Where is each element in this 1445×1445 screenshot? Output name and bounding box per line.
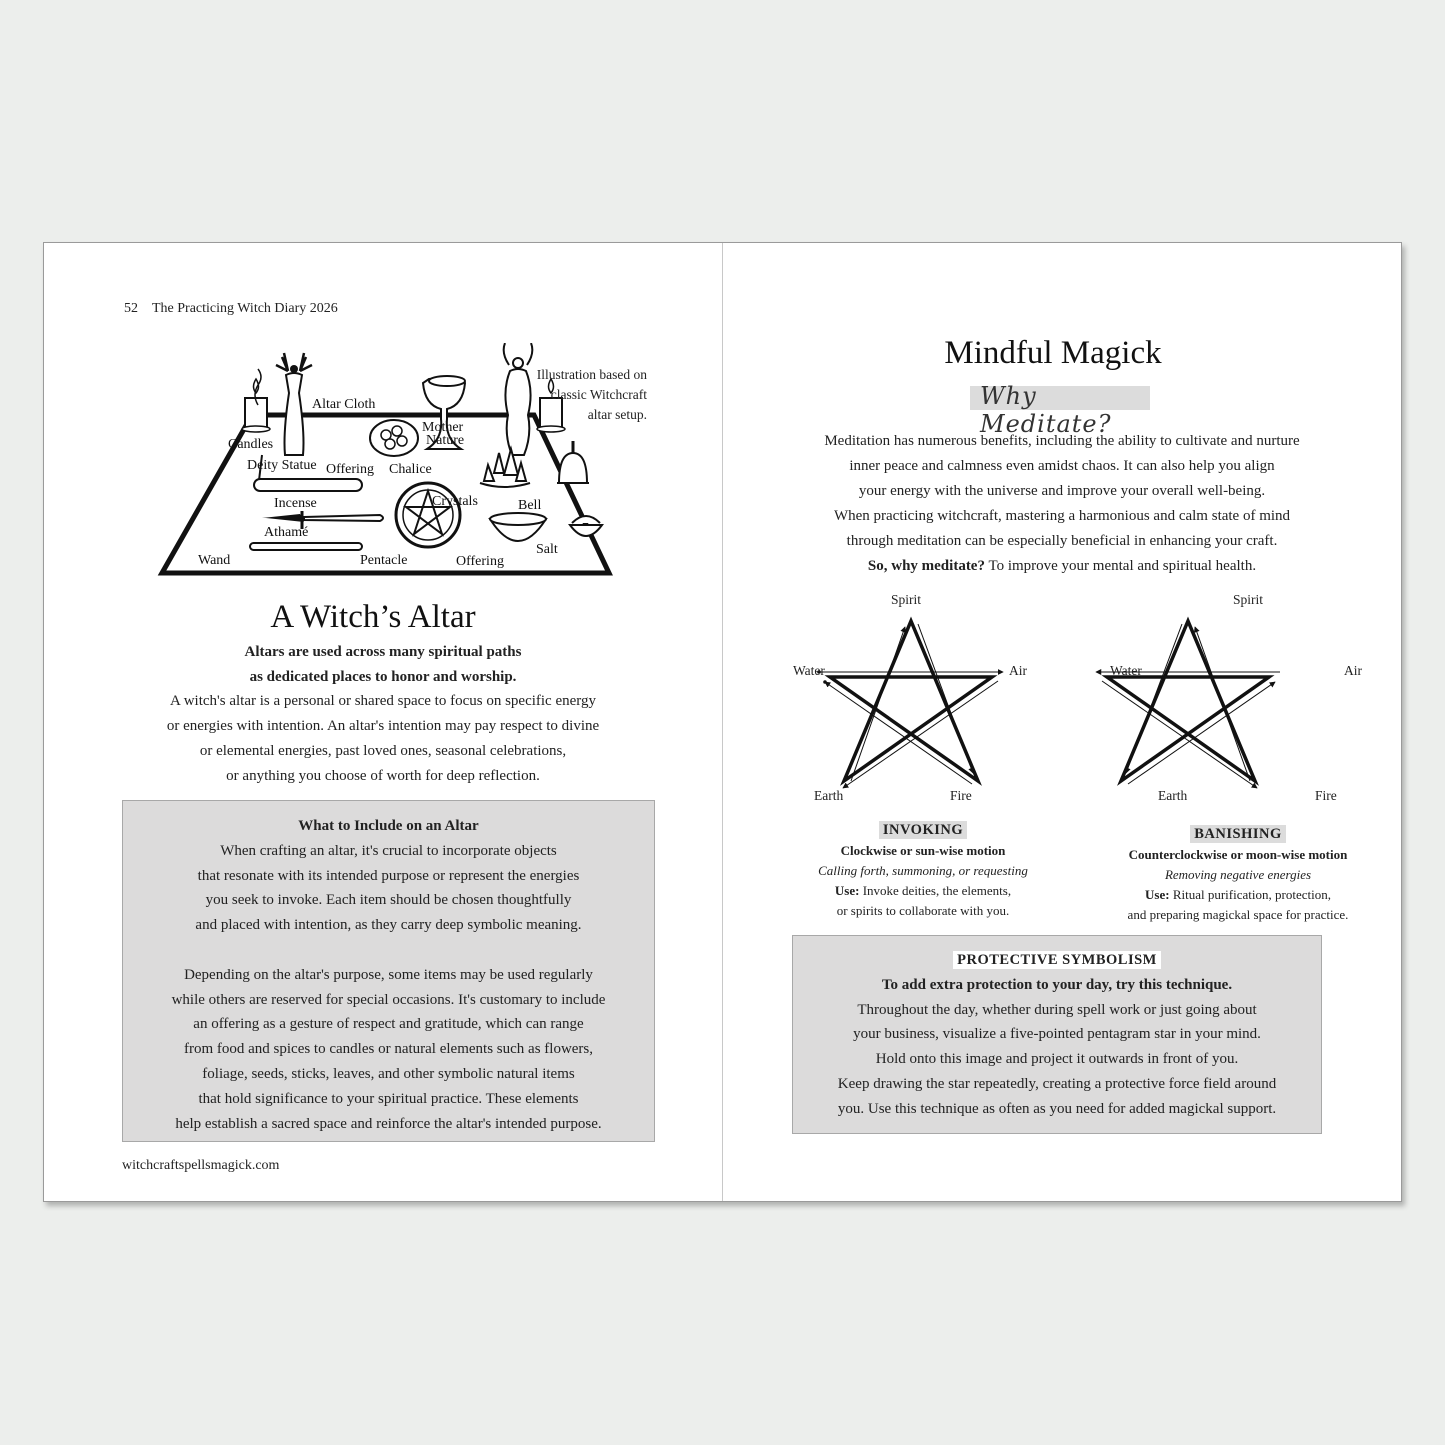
- note-line: Illustration based on: [536, 367, 647, 382]
- candle-left-icon: [242, 379, 270, 432]
- running-head: [124, 301, 338, 317]
- intro-line: or elemental energies, past loved ones, seasonal celebrations,: [199, 743, 567, 759]
- include-line: an offering as a gesture of respect and gratitude, which can range: [193, 1016, 584, 1033]
- deity-statue-icon: [276, 353, 312, 455]
- intro-bold-line: Altars are used across many spiritual paths: [244, 644, 522, 660]
- banishing-label-spirit: Spirit: [1233, 592, 1264, 607]
- protect-bold-line: To add extra protection to your day, try this technique.: [881, 976, 1233, 993]
- wand-icon: [250, 543, 362, 550]
- intro-bold-line: as dedicated places to honor and worship.: [249, 669, 517, 685]
- protect-line: Keep drawing the star repeatedly, creating a protective force field around: [837, 1075, 1277, 1092]
- protect-tag: PROTECTIVE SYMBOLISM: [953, 951, 1161, 969]
- note-line: altar setup.: [587, 407, 647, 422]
- mindful-title: Mindful Magick: [944, 335, 1162, 371]
- include-line: and placed with intention, as they carry deep symbolic meaning.: [195, 917, 582, 934]
- subtitle-highlight: [970, 382, 1150, 438]
- altar-intro-bold: [44, 640, 722, 690]
- invoking-label-fire: Fire: [950, 788, 972, 803]
- banishing-use-label: Use:: [1145, 887, 1170, 902]
- page-number: 52: [124, 301, 138, 316]
- label-offering-top: Offering: [326, 462, 374, 477]
- invoking-caption: [807, 820, 1039, 921]
- include-heading: What to Include on an Altar: [298, 818, 479, 834]
- bell-icon: [557, 441, 589, 483]
- protect-line: Hold onto this image and project it outwards in front of you.: [875, 1051, 1239, 1068]
- banishing-label-water: Water: [1110, 663, 1142, 678]
- banishing-use-text: Ritual purification, protection,: [1169, 887, 1331, 902]
- include-line: When crafting an altar, it's crucial to incorporate objects: [220, 842, 557, 859]
- label-altar-cloth: Altar Cloth: [312, 397, 376, 412]
- salt-icon: [570, 516, 602, 536]
- label-deity-statue: Deity Statue: [247, 458, 317, 473]
- offering-bowl-top-icon: [370, 420, 418, 456]
- meditation-line: Meditation has numerous benefits, including the ability to cultivate and nurture: [824, 433, 1300, 449]
- invoking-label-spirit: Spirit: [891, 592, 922, 607]
- protect-line: your business, visualize a five-pointed pentagram star in your mind.: [853, 1026, 1261, 1043]
- what-to-include-box: [122, 800, 655, 1142]
- invoking-tag: INVOKING: [879, 821, 967, 839]
- label-pentacle: Pentacle: [360, 553, 408, 568]
- running-title: The Practicing Witch Diary 2026: [152, 301, 338, 316]
- invoking-label-air: Air: [1009, 663, 1027, 678]
- label-salt: Salt: [536, 542, 558, 557]
- intro-line: or anything you choose of worth for deep reflection.: [226, 768, 540, 784]
- left-page: [44, 243, 722, 1201]
- label-wand: Wand: [198, 553, 231, 568]
- include-line: from food and spices to candles or natural elements such as flowers,: [183, 1041, 594, 1058]
- protective-symbolism-box: [792, 935, 1322, 1134]
- banishing-use-line: [1103, 885, 1373, 905]
- banishing-pentagram-diagram: [1062, 591, 1302, 806]
- banishing-caption: [1103, 824, 1373, 925]
- include-line: while others are reserved for special occasions. It's customary to include: [171, 991, 606, 1008]
- book-spread: [43, 242, 1402, 1202]
- invoking-star: [830, 621, 992, 781]
- paragraph-spacer: [123, 938, 654, 963]
- include-line: help establish a sacred space and reinforce the altar's intended purpose.: [175, 1115, 602, 1132]
- meditation-line: inner peace and calmness even amidst chaos. It can also help you align: [849, 458, 1275, 474]
- label-mother: Mother: [422, 420, 464, 435]
- include-line: Depending on the altar's purpose, some items may be used regularly: [184, 966, 593, 983]
- mindful-subtitle: Why Meditate?: [980, 382, 1112, 438]
- include-line: you seek to invoke. Each item should be chosen thoughtfully: [205, 892, 572, 909]
- invoking-use-text: Invoke deities, the elements,: [859, 883, 1012, 898]
- label-incense: Incense: [274, 496, 317, 511]
- invoking-use-line: [807, 881, 1039, 901]
- banishing-direction: Counterclockwise or moon-wise motion: [1128, 847, 1348, 862]
- altar-intro-text: [44, 689, 722, 789]
- pentacle-icon: [396, 483, 460, 547]
- meditation-question-line: [723, 554, 1401, 579]
- invoking-pentagram-diagram: [785, 591, 1025, 806]
- banishing-label-earth: Earth: [1158, 788, 1188, 803]
- label-candles: Candles: [228, 437, 274, 452]
- banishing-label-air: Air: [1344, 663, 1362, 678]
- include-line: that hold significance to your spiritual practice. These elements: [198, 1090, 579, 1107]
- include-line: foliage, seeds, sticks, leaves, and other symbolic natural items: [202, 1065, 575, 1082]
- invoking-label-earth: Earth: [814, 788, 844, 803]
- meditation-line: through meditation can be especially beneficial in enhancing your craft.: [846, 533, 1278, 549]
- intro-line: A witch's altar is a personal or shared space to focus on specific energy: [169, 693, 597, 709]
- invoking-desc: Calling forth, summoning, or requesting: [818, 863, 1028, 878]
- offering-bowl-bottom-icon: [490, 513, 546, 541]
- invoking-use-line2: or spirits to collaborate with you.: [836, 903, 1010, 918]
- meditation-answer: To improve your mental and spiritual health.: [984, 558, 1257, 574]
- protect-line: you. Use this technique as often as you need for added magickal support.: [837, 1100, 1277, 1117]
- label-bell: Bell: [518, 498, 542, 513]
- footer-url: witchcraftspellsmagick.com: [122, 1158, 280, 1173]
- invoking-label-water: Water: [793, 663, 825, 678]
- invoking-use-label: Use:: [834, 883, 860, 898]
- label-athame: Athamé: [264, 525, 309, 540]
- meditation-line: When practicing witchcraft, mastering a harmonious and calm state of mind: [833, 508, 1291, 524]
- intro-line: or energies with intention. An altar's intention may pay respect to divine: [166, 718, 600, 734]
- meditation-question: So, why meditate?: [867, 558, 985, 574]
- banishing-desc: Removing negative energies: [1164, 867, 1312, 882]
- right-page: [723, 243, 1401, 1201]
- banishing-label-fire: Fire: [1315, 788, 1337, 803]
- label-nature: Nature: [426, 433, 465, 448]
- label-offering-bottom: Offering: [456, 554, 504, 569]
- banishing-tag: BANISHING: [1190, 825, 1286, 843]
- banishing-use-line2: and preparing magickal space for practice.: [1127, 907, 1349, 922]
- note-line: classic Witchcraft: [550, 387, 647, 402]
- illustration-note: [499, 365, 647, 425]
- protect-line: Throughout the day, whether during spell work or just going about: [857, 1001, 1257, 1018]
- include-line: that resonate with its intended purpose or represent the energies: [197, 867, 580, 884]
- invoking-direction: Clockwise or sun-wise motion: [840, 843, 1006, 858]
- altar-title: A Witch’s Altar: [270, 599, 476, 635]
- label-crystals: Crystals: [432, 494, 478, 509]
- meditation-text: [723, 429, 1401, 579]
- label-chalice: Chalice: [389, 462, 432, 477]
- meditation-line: your energy with the universe and improve your overall well-being.: [858, 483, 1266, 499]
